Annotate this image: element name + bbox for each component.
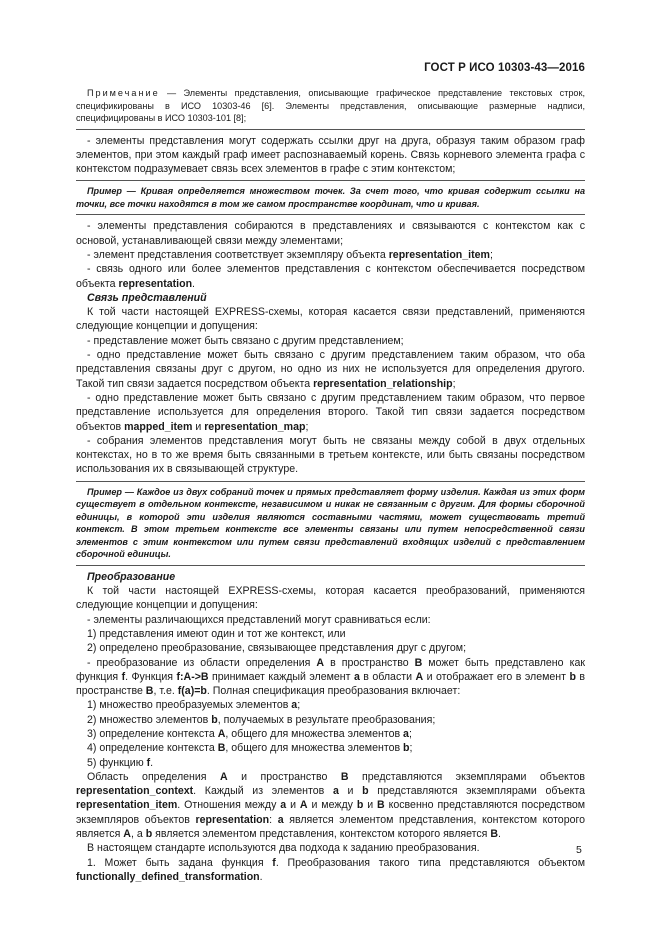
document-header: ГОСТ Р ИСО 10303-43—2016 [424, 62, 585, 74]
paragraph: - собрания элементов представления могут быть не связаны между собой в двух отдельных контекстах, но в то же время быть связанными в третьем контексте, или быть связаны посредством использования их в связывающей структуре. [76, 434, 585, 476]
paragraph: - преобразование из области определения A в пространство B может быть представлено как функция f. Функция f:A->B принимает каждый элемент a в области A и отображает его в элемент b в пространстве B, т.е. f(a)=b. Полная спецификация преобразования включает: [76, 656, 586, 698]
note-label: Примечание [87, 88, 160, 98]
paragraph: - элемент представления соответствует экземпляру объекта representation_item; [87, 248, 493, 261]
paragraph: 2) определено преобразование, связывающее представления друг с другом; [87, 642, 467, 655]
example-divider [76, 481, 585, 482]
paragraph: - одно представление может быть связано с другим представлением таким образом, что оба представления связаны друг с другом, но одно из них не используется для определения другого. Такой тип связи задается посредством объекта representation_relationship; [76, 349, 585, 390]
paragraph: Область определения A и пространство B представляются экземплярами объектов representation_context. Каждый из элементов a и b представляются экземплярами объекта representation_item. Отношения между a и A и между b и B косвенно представляются посредством экземпляров объектов representation: a является элементом представления, контекстом которого является A, а b является элементом представления, контекстом которого является B. [76, 770, 586, 841]
paragraph: - элементы представления могут содержать ссылки друг на друга, образуя таким образом граф элементов, при этом каждый граф имеет распознаваемый корень. Связь корневого элемента графа с контекстом подразумевает связь всех элементов в графе с этим контекстом; [76, 134, 585, 176]
paragraph: К той части настоящей EXPRESS-схемы, которая касается связи представлений, применяются следующие концепции и допущения: [76, 306, 585, 333]
example-paragraph: Пример — Каждое из двух собраний точек и прямых представляет форму изделия. Каждая из этих форм существует в отдельном контексте, независимом и никак не связанным с другим. Для формы сборочной единицы, в которой эти изделия являются составными частями, может существовать третий контекст. В этом третьем контексте все элементы связаны или путем непосредственной связи элементов с этим контекстом или путем связи представлений входящих изделий с представлением сборочной единицы. [76, 486, 585, 560]
paragraph: - представление может быть связано с другим представлением; [87, 334, 404, 347]
paragraph: - элементы представления собираются в представлениях и связываются с контекстом как с основой, устанавливающей связи между элементами; [76, 220, 585, 247]
paragraph: 1. Может быть задана функция f. Преобразования такого типа представляются объектом functionally_defined_transformation. [76, 856, 585, 883]
paragraph: - элементы различающихся представлений могут сравниваться если: [87, 613, 431, 626]
note-divider [76, 129, 585, 130]
paragraph: В настоящем стандарте используются два подхода к заданию преобразования. [87, 842, 480, 855]
list-item: 3) определение контекста A, общего для множества элементов a; [87, 728, 412, 740]
section-heading: Связь представлений [87, 291, 207, 304]
example-paragraph: Пример — Кривая определяется множеством точек. За счет того, что кривая содержит ссылки на точки, все точки находятся в том же самом пространстве координат, что и кривая. [76, 186, 585, 209]
list-item: 2) множество элементов b, получаемых в результате преобразования; [87, 713, 436, 726]
list-item: 4) определение контекста B, общего для множества элементов b; [87, 742, 413, 755]
section-heading: Преобразование [87, 570, 176, 583]
example-divider [76, 214, 585, 215]
list-item: 1) множество преобразуемых элементов a; [87, 699, 301, 712]
paragraph: 1) представления имеют один и тот же контекст, или [87, 627, 346, 640]
example-divider [76, 180, 585, 181]
example-divider [76, 565, 585, 566]
page-number: 5 [576, 844, 582, 856]
list-item: 5) функцию f. [87, 756, 154, 769]
page-body [76, 87, 585, 884]
note-paragraph: Примечание — Элементы представления, описывающие графическое представление текстовых строк, спецификированы в ИСО 10303-46 [6]. Элементы представления, описывающие размерные надписи, специфицированы в ИСО 10303-101 [8]; [76, 88, 585, 123]
paragraph: К той части настоящей EXPRESS-схемы, которая касается преобразований, применяются следующие концепции и допущения: [76, 585, 585, 612]
paragraph: - связь одного или более элементов представления с контекстом обеспечивается посредством объекта representation. [76, 263, 585, 290]
paragraph: - одно представление может быть связано с другим представлением таким образом, что первое представление используется для определения второго. Такой тип связи задается посредством объектов mapped_item и representation_map; [76, 391, 585, 433]
